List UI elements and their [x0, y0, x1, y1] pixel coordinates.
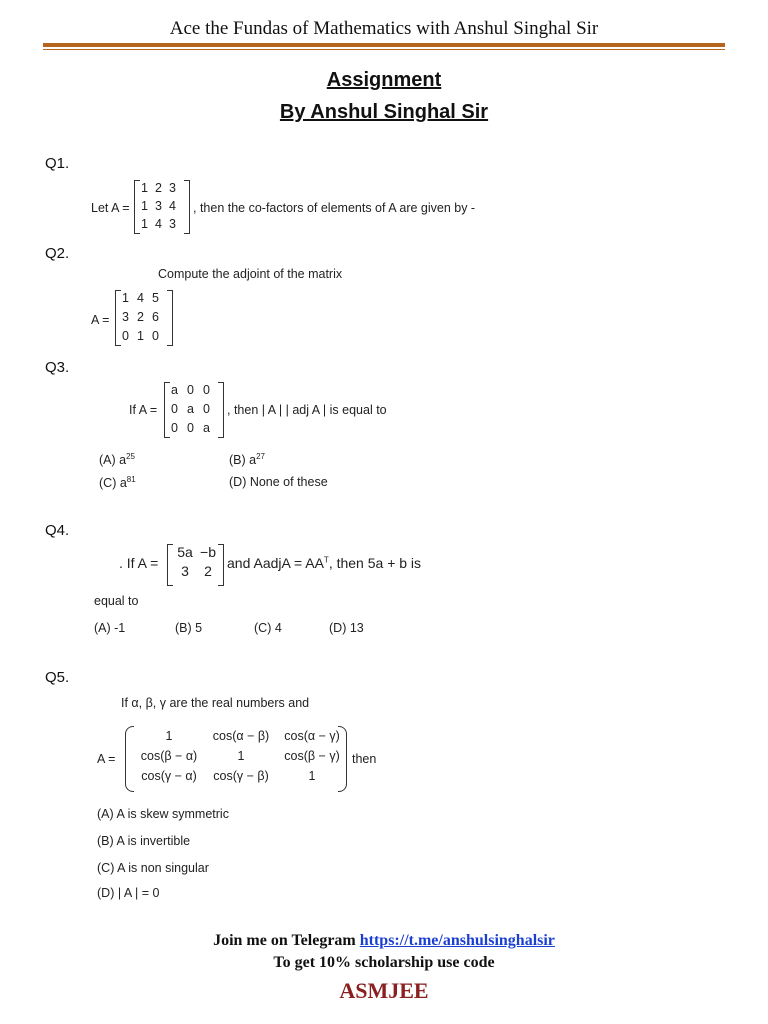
q1-cell: 1: [141, 181, 148, 195]
q3-lead: If A =: [129, 403, 158, 417]
q2-cell: 5: [152, 291, 159, 305]
q1-cell: 3: [169, 217, 176, 231]
q4-lead: . If A =: [119, 555, 159, 571]
q2-number: Q2.: [45, 245, 70, 262]
q1-lead: Let A =: [91, 201, 130, 215]
author-title: By Anshul Singhal Sir: [279, 101, 489, 123]
telegram-link[interactable]: https://t.me/anshulsinghalsir: [359, 932, 555, 949]
q5-lead: A =: [97, 752, 116, 766]
q1-cell: 1: [141, 217, 148, 231]
q1-cell: 1: [141, 199, 148, 213]
q4-option-b: (B) 5: [175, 621, 203, 635]
q3-option-c: (C) $a^{81}$: [99, 475, 136, 491]
q2-cell: 4: [137, 291, 144, 305]
q3-cell: a: [171, 383, 178, 397]
q5-cell: 1: [165, 729, 173, 743]
q1-cell: 2: [155, 181, 162, 195]
q4-cell: −b: [200, 544, 216, 560]
q5-cell: 1: [308, 769, 316, 783]
q4-line2: equal to: [94, 594, 139, 608]
q4-tail: and AadjA = $AA^T$, then 5a + b is: [227, 555, 422, 571]
q3-cell: a: [203, 421, 210, 435]
footer-telegram: [0, 932, 768, 950]
q3-cell: 0: [187, 383, 194, 397]
q4-number: Q4.: [45, 522, 70, 539]
q2-lead: A =: [91, 313, 110, 327]
q4-option-d: (D) 13: [329, 621, 364, 635]
q5-matrix: [125, 726, 347, 792]
q2-cell: 6: [152, 310, 159, 324]
q1-number: Q1.: [45, 155, 70, 172]
q1-matrix: [134, 180, 190, 234]
footer-code: ASMJEE: [339, 978, 429, 1003]
q5-option-b: (B) A is invertible: [97, 834, 191, 848]
q5-cell: cos(β − γ): [284, 749, 340, 763]
header-title: Ace the Fundas of Mathematics with Anshul Singhal Sir: [169, 18, 599, 39]
q5-cell: cos(γ − β): [213, 769, 269, 783]
q4-cell: 3: [181, 563, 189, 579]
q1-cell: 3: [155, 199, 162, 213]
q4-option-a: (A) -1: [94, 621, 126, 635]
q3-cell: 0: [203, 402, 210, 416]
q5-option-d: (D) | A | = 0: [97, 886, 160, 900]
footer-join-text: Join me on Telegram: [213, 932, 360, 949]
q5-cell: 1: [237, 749, 245, 763]
assignment-title: Assignment: [326, 69, 442, 91]
q3-number: Q3.: [45, 359, 70, 376]
q4-option-c: (C) 4: [254, 621, 282, 635]
q2-matrix: [115, 290, 173, 346]
q4-cell: 2: [204, 563, 212, 579]
q5-option-a: (A) A is skew symmetric: [97, 807, 229, 821]
q1-cell: 4: [169, 199, 176, 213]
header-rule-thick: [43, 43, 725, 47]
q5-tail: then: [352, 752, 377, 766]
q5-cell: cos(β − α): [140, 749, 198, 763]
q2-cell: 1: [122, 291, 129, 305]
q1-tail: , then the co-factors of elements of A are given by -: [193, 201, 476, 215]
q3-option-d: (D) None of these: [229, 475, 328, 489]
q5-intro: If α, β, γ are the real numbers and: [121, 696, 310, 710]
q3-cell: 0: [171, 421, 178, 435]
q2-cell: 0: [152, 329, 159, 343]
q5-number: Q5.: [45, 669, 70, 686]
header-rule-thin: [43, 49, 725, 50]
q1-cell: 3: [169, 181, 176, 195]
q5-option-c: (C) A is non singular: [97, 861, 209, 875]
q2-cell: 1: [137, 329, 144, 343]
q3-tail: , then | A | | adj A | is equal to: [227, 403, 387, 417]
q5-cell: cos(α − γ): [284, 729, 340, 743]
q3-cell: 0: [171, 402, 178, 416]
footer-scholarship: To get 10% scholarship use code: [273, 954, 495, 971]
q5-cell: cos(α − β): [212, 729, 270, 743]
q4-matrix: [167, 544, 224, 586]
q2-prompt: Compute the adjoint of the matrix: [158, 267, 343, 281]
q2-cell: 0: [122, 329, 129, 343]
q2-cell: 2: [137, 310, 144, 324]
q3-cell: 0: [187, 421, 194, 435]
q3-matrix: [164, 382, 224, 438]
q3-cell: a: [187, 402, 194, 416]
q3-cell: 0: [203, 383, 210, 397]
q4-cell: 5a: [177, 544, 193, 560]
q1-cell: 4: [155, 217, 162, 231]
q3-option-b: (B) $a^{27}$: [229, 452, 265, 468]
q5-cell: cos(γ − α): [141, 769, 197, 783]
q3-option-a: (A) $a^{25}$: [99, 452, 135, 468]
q2-cell: 3: [122, 310, 129, 324]
